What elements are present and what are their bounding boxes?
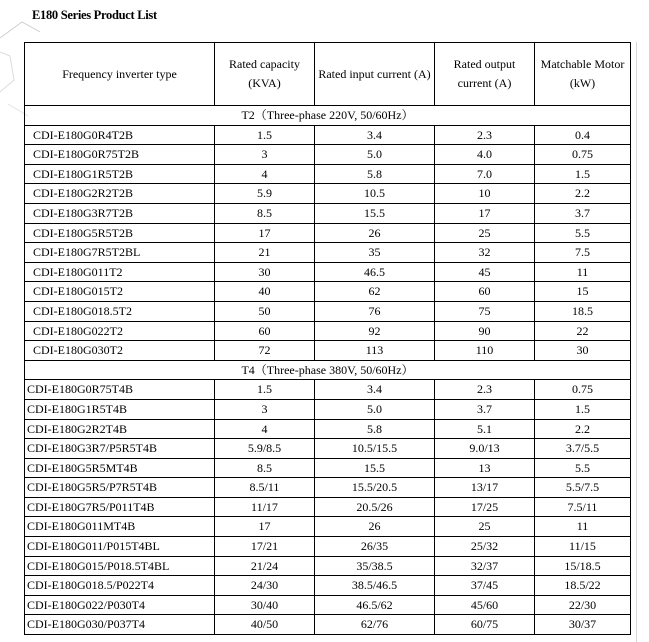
rated-output-current-cell: 7.0 [435,164,535,184]
product-list-table [24,42,631,635]
table-row [25,243,631,263]
inverter-type-cell: CDI-E180G5R5T2B [25,223,215,243]
matchable-motor-cell: 15 [535,282,631,302]
rated-input-current-cell: 5.0 [315,145,435,165]
header-rated-input-current: Rated input current (A) [315,43,435,106]
matchable-motor-cell: 5.5 [535,223,631,243]
rated-output-current-cell: 9.0/13 [435,439,535,459]
rated-output-current-cell: 13 [435,458,535,478]
table-row [25,321,631,341]
rated-capacity-cell: 11/17 [215,497,315,517]
rated-output-current-cell: 25 [435,517,535,537]
rated-input-current-cell: 3.4 [315,380,435,400]
rated-output-current-cell: 90 [435,321,535,341]
table-row [25,399,631,419]
table-row [25,576,631,596]
section-row [25,360,631,380]
inverter-type-cell: CDI-E180G018.5/P022T4 [25,576,215,596]
rated-input-current-cell: 26 [315,223,435,243]
header-matchable-motor: Matchable Motor (kW) [535,43,631,106]
header-rated-capacity: Rated capacity (KVA) [215,43,315,106]
table-row [25,341,631,361]
rated-output-current-cell: 2.3 [435,380,535,400]
inverter-type-cell: CDI-E180G5R5MT4B [25,458,215,478]
rated-input-current-cell: 5.8 [315,164,435,184]
rated-output-current-cell: 25 [435,223,535,243]
inverter-type-cell: CDI-E180G7R5T2BL [25,243,215,263]
rated-input-current-cell: 15.5 [315,203,435,223]
matchable-motor-cell: 5.5 [535,458,631,478]
rated-capacity-cell: 30/40 [215,595,315,615]
matchable-motor-cell: 7.5/11 [535,497,631,517]
rated-output-current-cell: 2.3 [435,125,535,145]
rated-capacity-cell: 3 [215,399,315,419]
table-row [25,223,631,243]
page-edge-line [636,42,637,642]
matchable-motor-cell: 30/37 [535,615,631,635]
matchable-motor-cell: 11 [535,262,631,282]
rated-output-current-cell: 45 [435,262,535,282]
rated-input-current-cell: 26 [315,517,435,537]
table-row [25,145,631,165]
inverter-type-cell: CDI-E180G3R7T2B [25,203,215,223]
table-row [25,164,631,184]
rated-output-current-cell: 13/17 [435,478,535,498]
rated-input-current-cell: 26/35 [315,537,435,557]
matchable-motor-cell: 5.5/7.5 [535,478,631,498]
rated-input-current-cell: 15.5 [315,458,435,478]
matchable-motor-cell: 2.2 [535,184,631,204]
rated-output-current-cell: 75 [435,301,535,321]
rated-capacity-cell: 4 [215,419,315,439]
rated-capacity-cell: 30 [215,262,315,282]
rated-input-current-cell: 3.4 [315,125,435,145]
rated-capacity-cell: 24/30 [215,576,315,596]
rated-input-current-cell: 113 [315,341,435,361]
rated-capacity-cell: 1.5 [215,380,315,400]
matchable-motor-cell: 22 [535,321,631,341]
table-row [25,419,631,439]
inverter-type-cell: CDI-E180G015/P018.5T4BL [25,556,215,576]
rated-capacity-cell: 8.5 [215,203,315,223]
rated-capacity-cell: 60 [215,321,315,341]
header-inverter-type: Frequency inverter type [25,43,215,106]
table-row [25,282,631,302]
matchable-motor-cell: 0.75 [535,145,631,165]
rated-input-current-cell: 5.0 [315,399,435,419]
rated-output-current-cell: 25/32 [435,537,535,557]
matchable-motor-cell: 18.5/22 [535,576,631,596]
rated-input-current-cell: 10.5/15.5 [315,439,435,459]
rated-input-current-cell: 15.5/20.5 [315,478,435,498]
rated-input-current-cell: 62/76 [315,615,435,635]
inverter-type-cell: CDI-E180G0R4T2B [25,125,215,145]
matchable-motor-cell: 11/15 [535,537,631,557]
inverter-type-cell: CDI-E180G7R5/P011T4B [25,497,215,517]
rated-capacity-cell: 5.9 [215,184,315,204]
rated-output-current-cell: 32/37 [435,556,535,576]
matchable-motor-cell: 1.5 [535,164,631,184]
table-row [25,458,631,478]
inverter-type-cell: CDI-E180G1R5T4B [25,399,215,419]
table-row [25,184,631,204]
matchable-motor-cell: 3.7/5.5 [535,439,631,459]
rated-capacity-cell: 50 [215,301,315,321]
rated-output-current-cell: 60/75 [435,615,535,635]
table-row [25,595,631,615]
rated-input-current-cell: 35 [315,243,435,263]
section-label: T2（Three-phase 220V, 50/60Hz） [25,106,631,126]
rated-input-current-cell: 38.5/46.5 [315,576,435,596]
table-row [25,203,631,223]
rated-capacity-cell: 17 [215,517,315,537]
table-row [25,517,631,537]
rated-capacity-cell: 17 [215,223,315,243]
table-row [25,301,631,321]
rated-output-current-cell: 17 [435,203,535,223]
rated-capacity-cell: 1.5 [215,125,315,145]
rated-input-current-cell: 5.8 [315,419,435,439]
inverter-type-cell: CDI-E180G2R2T4B [25,419,215,439]
rated-input-current-cell: 20.5/26 [315,497,435,517]
rated-input-current-cell: 92 [315,321,435,341]
table-header-row [25,43,631,106]
matchable-motor-cell: 7.5 [535,243,631,263]
table-row [25,615,631,635]
rated-output-current-cell: 110 [435,341,535,361]
section-row [25,106,631,126]
inverter-type-cell: CDI-E180G018.5T2 [25,301,215,321]
matchable-motor-cell: 18.5 [535,301,631,321]
inverter-type-cell: CDI-E180G0R75T2B [25,145,215,165]
table-row [25,478,631,498]
rated-capacity-cell: 40/50 [215,615,315,635]
rated-output-current-cell: 3.7 [435,399,535,419]
table-row [25,497,631,517]
table-row [25,380,631,400]
rated-capacity-cell: 17/21 [215,537,315,557]
inverter-type-cell: CDI-E180G030T2 [25,341,215,361]
header-rated-output-current: Rated output current (A) [435,43,535,106]
table-row [25,556,631,576]
rated-output-current-cell: 4.0 [435,145,535,165]
rated-input-current-cell: 46.5/62 [315,595,435,615]
rated-capacity-cell: 72 [215,341,315,361]
matchable-motor-cell: 0.4 [535,125,631,145]
inverter-type-cell: CDI-E180G5R5/P7R5T4B [25,478,215,498]
matchable-motor-cell: 11 [535,517,631,537]
rated-output-current-cell: 60 [435,282,535,302]
matchable-motor-cell: 3.7 [535,203,631,223]
document-title: E180 Series Product List [32,8,157,22]
inverter-type-cell: CDI-E180G022T2 [25,321,215,341]
table-row [25,125,631,145]
rated-output-current-cell: 32 [435,243,535,263]
matchable-motor-cell: 0.75 [535,380,631,400]
inverter-type-cell: CDI-E180G015T2 [25,282,215,302]
rated-input-current-cell: 46.5 [315,262,435,282]
rated-capacity-cell: 5.9/8.5 [215,439,315,459]
matchable-motor-cell: 1.5 [535,399,631,419]
rated-output-current-cell: 45/60 [435,595,535,615]
t4-group [25,360,631,634]
inverter-type-cell: CDI-E180G0R75T4B [25,380,215,400]
inverter-type-cell: CDI-E180G2R2T2B [25,184,215,204]
rated-capacity-cell: 8.5 [215,458,315,478]
table-row [25,537,631,557]
rated-capacity-cell: 21 [215,243,315,263]
t2-group [25,106,631,361]
matchable-motor-cell: 2.2 [535,419,631,439]
inverter-type-cell: CDI-E180G011/P015T4BL [25,537,215,557]
rated-output-current-cell: 5.1 [435,419,535,439]
rated-output-current-cell: 17/25 [435,497,535,517]
matchable-motor-cell: 15/18.5 [535,556,631,576]
inverter-type-cell: CDI-E180G1R5T2B [25,164,215,184]
rated-input-current-cell: 10.5 [315,184,435,204]
rated-capacity-cell: 21/24 [215,556,315,576]
matchable-motor-cell: 22/30 [535,595,631,615]
inverter-type-cell: CDI-E180G030/P037T4 [25,615,215,635]
inverter-type-cell: CDI-E180G011MT4B [25,517,215,537]
inverter-type-cell: CDI-E180G022/P030T4 [25,595,215,615]
rated-capacity-cell: 3 [215,145,315,165]
matchable-motor-cell: 30 [535,341,631,361]
rated-output-current-cell: 10 [435,184,535,204]
section-label: T4（Three-phase 380V, 50/60Hz） [25,360,631,380]
rated-input-current-cell: 76 [315,301,435,321]
rated-capacity-cell: 8.5/11 [215,478,315,498]
rated-capacity-cell: 40 [215,282,315,302]
table-row [25,262,631,282]
rated-input-current-cell: 35/38.5 [315,556,435,576]
rated-output-current-cell: 37/45 [435,576,535,596]
rated-capacity-cell: 4 [215,164,315,184]
rated-input-current-cell: 62 [315,282,435,302]
inverter-type-cell: CDI-E180G011T2 [25,262,215,282]
table-row [25,439,631,459]
inverter-type-cell: CDI-E180G3R7/P5R5T4B [25,439,215,459]
